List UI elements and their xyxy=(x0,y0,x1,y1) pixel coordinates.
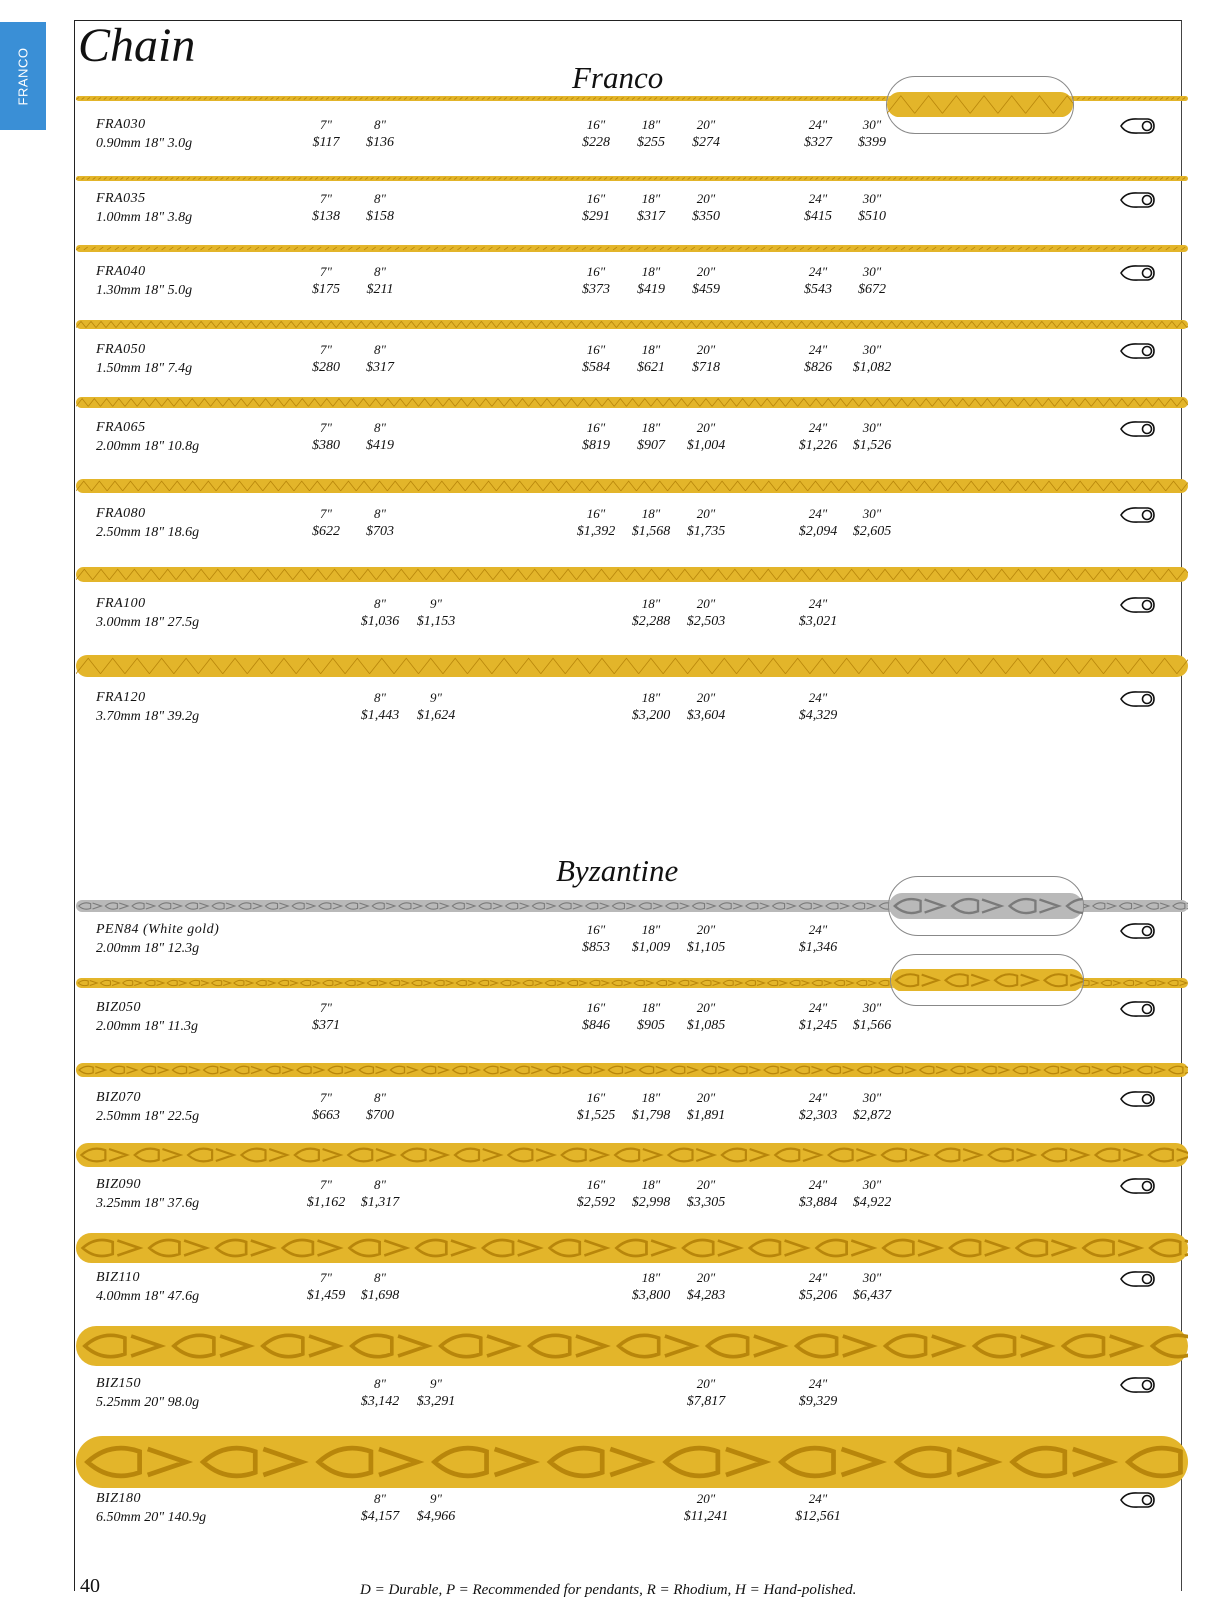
price-cell xyxy=(348,420,412,454)
length-label: 24" xyxy=(808,117,828,132)
length-label: 8" xyxy=(374,117,386,132)
price-value: $228 xyxy=(582,135,610,150)
price-cell xyxy=(786,596,850,630)
product-code: FRA040 xyxy=(96,264,146,279)
length-label: 18" xyxy=(641,191,661,206)
price-cell xyxy=(840,1270,904,1304)
price-value: $399 xyxy=(858,135,886,150)
price-cell xyxy=(674,191,738,225)
price-cell xyxy=(674,342,738,376)
price-value: $291 xyxy=(582,209,610,224)
price-value: $1,566 xyxy=(852,1018,892,1033)
price-value: $2,998 xyxy=(631,1195,671,1210)
length-label: 9" xyxy=(430,596,442,611)
clasp-icon xyxy=(1118,416,1158,442)
price-cell xyxy=(404,596,468,630)
length-label: 16" xyxy=(586,342,606,357)
length-label: 20" xyxy=(696,191,716,206)
price-cell xyxy=(404,690,468,724)
chain-image xyxy=(76,176,1188,181)
length-label: 20" xyxy=(696,1376,716,1391)
length-label: 24" xyxy=(808,264,828,279)
product-code: FRA080 xyxy=(96,506,146,521)
section-title-byzantine: Byzantine xyxy=(556,853,679,888)
price-value: $1,798 xyxy=(631,1108,671,1123)
page-title: Chain xyxy=(78,19,196,72)
chain-image xyxy=(76,245,1188,252)
price-value: $703 xyxy=(366,524,394,539)
length-label: 30" xyxy=(862,264,882,279)
price-cell xyxy=(348,1270,412,1304)
price-value: $1,245 xyxy=(798,1018,838,1033)
product-code: BIZ150 xyxy=(96,1376,141,1391)
length-label: 24" xyxy=(808,1491,828,1506)
price-cell xyxy=(840,264,904,298)
length-label: 30" xyxy=(862,506,882,521)
price-value: $3,291 xyxy=(416,1394,456,1409)
page-number: 40 xyxy=(80,1575,100,1597)
length-label: 7" xyxy=(320,1090,332,1105)
price-value: $510 xyxy=(858,209,886,224)
price-cell xyxy=(404,1491,468,1525)
product-spec: 2.50mm 18" 18.6g xyxy=(96,525,200,540)
length-label: 24" xyxy=(808,1376,828,1391)
product-code: BIZ110 xyxy=(96,1270,140,1285)
chain-image xyxy=(76,1436,1188,1488)
price-value: $211 xyxy=(366,282,394,297)
clasp-icon xyxy=(1118,1266,1158,1292)
length-label: 8" xyxy=(374,1376,386,1391)
clasp-icon xyxy=(1118,187,1158,213)
price-value: $1,153 xyxy=(416,614,456,629)
price-value: $1,392 xyxy=(576,524,616,539)
price-value: $9,329 xyxy=(798,1394,838,1409)
price-cell xyxy=(348,1177,412,1211)
price-cell xyxy=(674,922,738,956)
length-label: 24" xyxy=(808,420,828,435)
price-value: $11,241 xyxy=(683,1509,729,1524)
length-label: 18" xyxy=(641,1270,661,1285)
clasp-icon xyxy=(1118,592,1158,618)
length-label: 7" xyxy=(320,342,332,357)
length-label: 20" xyxy=(696,1491,716,1506)
length-label: 8" xyxy=(374,690,386,705)
length-label: 24" xyxy=(808,1000,828,1015)
length-label: 8" xyxy=(374,596,386,611)
price-value: $1,004 xyxy=(686,438,726,453)
product-spec: 2.00mm 18" 10.8g xyxy=(96,439,200,454)
product-spec: 2.00mm 18" 12.3g xyxy=(96,941,200,956)
product-spec: 1.50mm 18" 7.4g xyxy=(96,361,193,376)
price-cell xyxy=(294,1000,358,1034)
length-label: 18" xyxy=(641,342,661,357)
length-label: 24" xyxy=(808,1177,828,1192)
price-value: $1,735 xyxy=(686,524,726,539)
price-value: $622 xyxy=(312,524,340,539)
price-cell xyxy=(840,1090,904,1124)
price-cell xyxy=(348,690,412,724)
price-cell xyxy=(840,1177,904,1211)
price-value: $274 xyxy=(692,135,720,150)
price-value: $1,226 xyxy=(798,438,838,453)
length-label: 20" xyxy=(696,1177,716,1192)
chain-image xyxy=(76,655,1188,677)
side-tab xyxy=(0,22,46,130)
price-cell xyxy=(348,191,412,225)
price-cell xyxy=(348,117,412,151)
price-value: $255 xyxy=(637,135,665,150)
length-label: 24" xyxy=(808,191,828,206)
length-label: 16" xyxy=(586,1090,606,1105)
price-value: $1,036 xyxy=(360,614,400,629)
price-value: $1,526 xyxy=(852,438,892,453)
price-value: $3,021 xyxy=(798,614,838,629)
product-spec: 1.00mm 18" 3.8g xyxy=(96,210,193,225)
price-cell xyxy=(674,596,738,630)
length-label: 18" xyxy=(641,1000,661,1015)
price-value: $543 xyxy=(804,282,832,297)
length-label: 16" xyxy=(586,1177,606,1192)
product-code: BIZ050 xyxy=(96,1000,141,1015)
product-code: BIZ070 xyxy=(96,1090,141,1105)
length-label: 24" xyxy=(808,342,828,357)
price-cell xyxy=(786,690,850,724)
length-label: 7" xyxy=(320,1000,332,1015)
length-label: 7" xyxy=(320,191,332,206)
legend-note: D = Durable, P = Recommended for pendants, R = Rhodium, H = Hand-polished. xyxy=(360,1582,857,1598)
product-spec: 0.90mm 18" 3.0g xyxy=(96,136,193,151)
clasp-icon xyxy=(1118,502,1158,528)
price-value: $672 xyxy=(858,282,886,297)
price-value: $3,142 xyxy=(360,1394,400,1409)
length-label: 7" xyxy=(320,506,332,521)
product-code: PEN84 (White gold) xyxy=(96,922,220,937)
price-cell xyxy=(348,264,412,298)
length-label: 30" xyxy=(862,1000,882,1015)
product-spec: 4.00mm 18" 47.6g xyxy=(96,1289,200,1304)
price-cell xyxy=(674,1090,738,1124)
length-label: 7" xyxy=(320,264,332,279)
price-value: $138 xyxy=(312,209,340,224)
length-label: 18" xyxy=(641,1177,661,1192)
gold-detail-lens xyxy=(890,954,1084,1006)
price-value: $2,288 xyxy=(631,614,671,629)
price-value: $853 xyxy=(582,940,610,955)
product-code: FRA120 xyxy=(96,690,146,705)
price-cell xyxy=(786,1491,850,1525)
price-value: $1,346 xyxy=(798,940,838,955)
length-label: 18" xyxy=(641,922,661,937)
price-value: $4,329 xyxy=(798,708,838,723)
price-cell xyxy=(786,922,850,956)
price-value: $3,200 xyxy=(631,708,671,723)
price-value: $1,082 xyxy=(852,360,892,375)
product-code: FRA050 xyxy=(96,342,146,357)
length-label: 20" xyxy=(696,117,716,132)
price-value: $3,800 xyxy=(631,1288,671,1303)
price-value: $12,561 xyxy=(795,1509,841,1524)
product-code: BIZ090 xyxy=(96,1177,141,1192)
price-cell xyxy=(840,342,904,376)
price-cell xyxy=(348,1491,412,1525)
length-label: 16" xyxy=(586,264,606,279)
price-value: $1,698 xyxy=(360,1288,400,1303)
price-value: $350 xyxy=(692,209,720,224)
length-label: 20" xyxy=(696,1270,716,1285)
price-cell xyxy=(674,117,738,151)
product-spec: 2.00mm 18" 11.3g xyxy=(96,1019,199,1034)
chain-image xyxy=(76,397,1188,408)
length-label: 18" xyxy=(641,420,661,435)
price-value: $700 xyxy=(366,1108,394,1123)
length-label: 24" xyxy=(808,1270,828,1285)
length-label: 30" xyxy=(862,117,882,132)
price-value: $4,283 xyxy=(686,1288,726,1303)
length-label: 20" xyxy=(696,264,716,279)
product-spec: 3.70mm 18" 39.2g xyxy=(96,709,200,724)
length-label: 8" xyxy=(374,191,386,206)
price-cell xyxy=(674,264,738,298)
price-value: $1,568 xyxy=(631,524,671,539)
price-value: $1,162 xyxy=(306,1195,346,1210)
price-value: $380 xyxy=(312,438,340,453)
price-value: $4,157 xyxy=(360,1509,400,1524)
length-label: 20" xyxy=(696,690,716,705)
white-gold-detail-lens xyxy=(888,876,1084,936)
clasp-icon xyxy=(1118,1173,1158,1199)
clasp-icon xyxy=(1118,918,1158,944)
price-value: $7,817 xyxy=(686,1394,726,1409)
product-code: BIZ180 xyxy=(96,1491,141,1506)
price-cell xyxy=(348,1090,412,1124)
chain-image xyxy=(76,1143,1188,1167)
length-label: 16" xyxy=(586,117,606,132)
length-label: 18" xyxy=(641,264,661,279)
price-value: $459 xyxy=(692,282,720,297)
product-code: FRA100 xyxy=(96,596,146,611)
length-label: 20" xyxy=(696,1090,716,1105)
price-value: $175 xyxy=(312,282,340,297)
clasp-icon xyxy=(1118,996,1158,1022)
clasp-icon xyxy=(1118,1487,1158,1513)
length-label: 20" xyxy=(696,342,716,357)
price-value: $158 xyxy=(366,209,394,224)
length-label: 20" xyxy=(696,420,716,435)
length-label: 20" xyxy=(696,506,716,521)
length-label: 8" xyxy=(374,1090,386,1105)
price-value: $819 xyxy=(582,438,610,453)
clasp-icon xyxy=(1118,113,1158,139)
price-cell xyxy=(840,191,904,225)
product-spec: 2.50mm 18" 22.5g xyxy=(96,1109,200,1124)
product-code: FRA035 xyxy=(96,191,146,206)
length-label: 18" xyxy=(641,1090,661,1105)
price-value: $907 xyxy=(637,438,665,453)
price-value: $2,303 xyxy=(798,1108,838,1123)
side-tab-label: FRANCO xyxy=(15,47,31,105)
price-value: $718 xyxy=(692,360,720,375)
price-cell xyxy=(674,1491,738,1525)
chain-image xyxy=(76,479,1188,493)
product-spec: 5.25mm 20" 98.0g xyxy=(96,1395,200,1410)
price-value: $280 xyxy=(312,360,340,375)
price-value: $419 xyxy=(366,438,394,453)
product-spec: 3.25mm 18" 37.6g xyxy=(96,1196,200,1211)
length-label: 20" xyxy=(696,1000,716,1015)
price-value: $2,872 xyxy=(852,1108,892,1123)
price-cell xyxy=(840,1000,904,1034)
length-label: 8" xyxy=(374,1177,386,1192)
price-cell xyxy=(348,1376,412,1410)
length-label: 8" xyxy=(374,1491,386,1506)
length-label: 30" xyxy=(862,1090,882,1105)
price-value: $117 xyxy=(312,135,340,150)
length-label: 20" xyxy=(696,922,716,937)
price-cell xyxy=(840,420,904,454)
chain-image xyxy=(76,320,1188,329)
price-value: $136 xyxy=(366,135,394,150)
clasp-icon xyxy=(1118,1372,1158,1398)
price-cell xyxy=(674,506,738,540)
price-value: $317 xyxy=(637,209,665,224)
product-code: FRA065 xyxy=(96,420,146,435)
price-cell xyxy=(348,342,412,376)
price-cell xyxy=(674,690,738,724)
price-value: $371 xyxy=(312,1018,340,1033)
price-cell xyxy=(348,506,412,540)
length-label: 30" xyxy=(862,1270,882,1285)
price-value: $4,922 xyxy=(852,1195,892,1210)
length-label: 24" xyxy=(808,922,828,937)
price-value: $4,966 xyxy=(416,1509,456,1524)
price-value: $1,105 xyxy=(686,940,726,955)
length-label: 7" xyxy=(320,117,332,132)
price-value: $621 xyxy=(637,360,665,375)
product-spec: 1.30mm 18" 5.0g xyxy=(96,283,193,298)
price-value: $826 xyxy=(804,360,832,375)
length-label: 8" xyxy=(374,1270,386,1285)
price-value: $2,503 xyxy=(686,614,726,629)
price-value: $584 xyxy=(582,360,610,375)
length-label: 8" xyxy=(374,506,386,521)
price-cell xyxy=(674,1177,738,1211)
price-value: $663 xyxy=(312,1108,340,1123)
price-value: $2,094 xyxy=(798,524,838,539)
price-cell xyxy=(348,596,412,630)
length-label: 7" xyxy=(320,1177,332,1192)
clasp-icon xyxy=(1118,260,1158,286)
clasp-icon xyxy=(1118,338,1158,364)
price-cell xyxy=(786,1376,850,1410)
length-label: 24" xyxy=(808,596,828,611)
length-label: 18" xyxy=(641,117,661,132)
price-value: $1,085 xyxy=(686,1018,726,1033)
chain-image xyxy=(76,1233,1188,1263)
price-value: $1,317 xyxy=(360,1195,400,1210)
price-cell xyxy=(404,1376,468,1410)
price-value: $6,437 xyxy=(852,1288,892,1303)
length-label: 9" xyxy=(430,1376,442,1391)
length-label: 7" xyxy=(320,420,332,435)
length-label: 7" xyxy=(320,1270,332,1285)
chain-image xyxy=(76,567,1188,582)
product-code: FRA030 xyxy=(96,117,146,132)
price-value: $3,884 xyxy=(798,1195,838,1210)
length-label: 30" xyxy=(862,342,882,357)
length-label: 8" xyxy=(374,420,386,435)
franco-detail-lens xyxy=(886,76,1074,134)
length-label: 30" xyxy=(862,420,882,435)
price-value: $419 xyxy=(637,282,665,297)
length-label: 16" xyxy=(586,506,606,521)
product-spec: 3.00mm 18" 27.5g xyxy=(96,615,200,630)
length-label: 16" xyxy=(586,420,606,435)
section-title-franco: Franco xyxy=(572,60,664,95)
price-value: $1,624 xyxy=(416,708,456,723)
price-value: $1,443 xyxy=(360,708,400,723)
price-value: $3,305 xyxy=(686,1195,726,1210)
length-label: 9" xyxy=(430,1491,442,1506)
price-value: $3,604 xyxy=(686,708,726,723)
length-label: 16" xyxy=(586,191,606,206)
product-spec: 6.50mm 20" 140.9g xyxy=(96,1510,207,1525)
length-label: 30" xyxy=(862,191,882,206)
price-value: $2,592 xyxy=(576,1195,616,1210)
length-label: 9" xyxy=(430,690,442,705)
price-value: $1,891 xyxy=(686,1108,726,1123)
price-value: $1,009 xyxy=(631,940,671,955)
price-cell xyxy=(674,420,738,454)
length-label: 18" xyxy=(641,596,661,611)
length-label: 18" xyxy=(641,690,661,705)
length-label: 24" xyxy=(808,690,828,705)
price-cell xyxy=(840,506,904,540)
price-cell xyxy=(674,1000,738,1034)
price-value: $327 xyxy=(804,135,832,150)
price-cell xyxy=(674,1270,738,1304)
chain-image xyxy=(76,1326,1188,1366)
price-value: $846 xyxy=(582,1018,610,1033)
length-label: 20" xyxy=(696,596,716,611)
price-cell xyxy=(674,1376,738,1410)
price-value: $317 xyxy=(366,360,394,375)
price-value: $1,525 xyxy=(576,1108,616,1123)
price-value: $1,459 xyxy=(306,1288,346,1303)
clasp-icon xyxy=(1118,1086,1158,1112)
length-label: 30" xyxy=(862,1177,882,1192)
price-value: $415 xyxy=(804,209,832,224)
length-label: 24" xyxy=(808,1090,828,1105)
length-label: 18" xyxy=(641,506,661,521)
length-label: 24" xyxy=(808,506,828,521)
price-value: $905 xyxy=(637,1018,665,1033)
length-label: 8" xyxy=(374,342,386,357)
clasp-icon xyxy=(1118,686,1158,712)
price-value: $373 xyxy=(582,282,610,297)
length-label: 16" xyxy=(586,922,606,937)
length-label: 16" xyxy=(586,1000,606,1015)
price-value: $2,605 xyxy=(852,524,892,539)
length-label: 8" xyxy=(374,264,386,279)
price-value: $5,206 xyxy=(798,1288,838,1303)
chain-image xyxy=(76,1063,1188,1077)
